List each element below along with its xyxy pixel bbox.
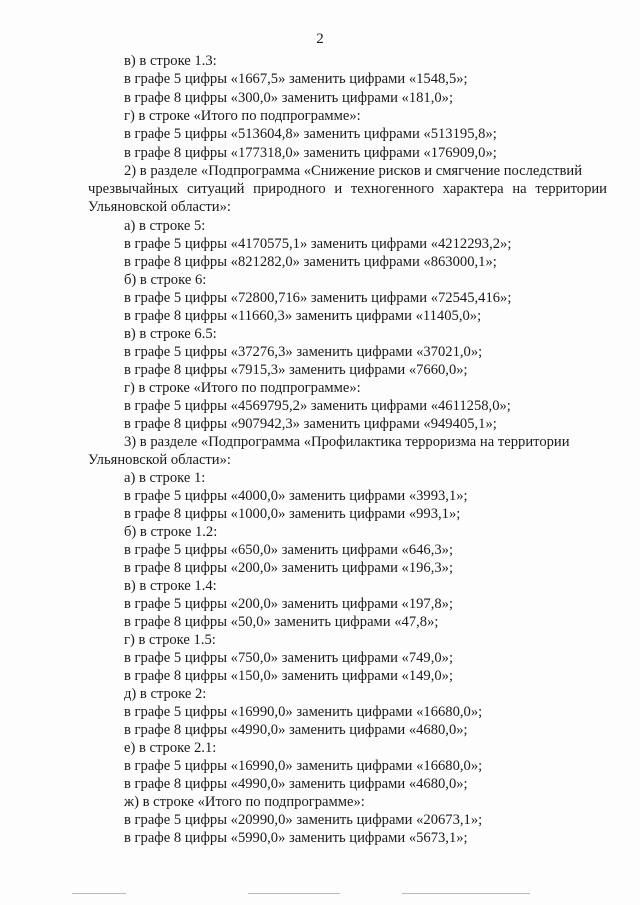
page-number: 2	[316, 31, 324, 47]
text-line: д) в строке 2:	[124, 686, 207, 702]
text-line: в графе 8 цифры «300,0» заменить цифрами «181,0»;	[124, 90, 454, 106]
text-line: в графе 5 цифры «20990,0» заменить цифрами «20673,1»;	[124, 812, 483, 828]
text-line: в) в строке 6.5:	[124, 326, 217, 342]
text-line: в графе 5 цифры «4000,0» заменить цифрами «3993,1»;	[124, 488, 468, 504]
text-line: е) в строке 2.1:	[124, 740, 217, 756]
paragraph-start: 2) в разделе «Подпрограмма «Снижение рисков и смягчение последствий	[124, 163, 582, 179]
scan-artifact	[248, 893, 340, 894]
text-line: в графе 5 цифры «37276,3» заменить цифрами «37021,0»;	[124, 344, 483, 360]
text-line: г) в строке «Итого по подпрограмме»:	[124, 108, 361, 124]
text-line: в графе 8 цифры «150,0» заменить цифрами «149,0»;	[124, 668, 454, 684]
text-line: в графе 5 цифры «4569795,2» заменить цифрами «4611258,0»;	[124, 398, 511, 414]
text-line: а) в строке 1:	[124, 470, 206, 486]
scan-artifact	[402, 893, 530, 894]
text-line: в графе 5 цифры «513604,8» заменить цифрами «513195,8»;	[124, 126, 497, 142]
text-line: в графе 5 цифры «16990,0» заменить цифрами «16680,0»;	[124, 758, 483, 774]
text-line: в) в строке 1.3:	[124, 53, 217, 69]
text-line: в графе 8 цифры «1000,0» заменить цифрами «993,1»;	[124, 506, 461, 522]
text-line: в) в строке 1.4:	[124, 578, 217, 594]
text-line: в графе 8 цифры «907942,3» заменить цифрами «949405,1»;	[124, 416, 497, 432]
text-line: в графе 5 цифры «750,0» заменить цифрами «749,0»;	[124, 650, 454, 666]
text-line: в графе 5 цифры «200,0» заменить цифрами «197,8»;	[124, 596, 454, 612]
text-line: в графе 8 цифры «7915,3» заменить цифрами «7660,0»;	[124, 362, 468, 378]
text-line: в графе 8 цифры «50,0» заменить цифрами «47,8»;	[124, 614, 439, 630]
paragraph-start: 3) в разделе «Подпрограмма «Профилактика терроризма на территории	[124, 434, 570, 450]
text-line: б) в строке 1.2:	[124, 524, 218, 540]
text-line: в графе 8 цифры «177318,0» заменить цифрами «176909,0»;	[124, 145, 497, 161]
text-line: в графе 5 цифры «650,0» заменить цифрами «646,3»;	[124, 542, 454, 558]
text-line: г) в строке 1.5:	[124, 632, 216, 648]
text-line: а) в строке 5:	[124, 218, 206, 234]
text-line: в графе 5 цифры «72800,716» заменить цифрами «72545,416»;	[124, 290, 512, 306]
text-line: г) в строке «Итого по подпрограмме»:	[124, 380, 361, 396]
text-line: ж) в строке «Итого по подпрограмме»:	[124, 794, 365, 810]
text-line: в графе 8 цифры «4990,0» заменить цифрами «4680,0»;	[124, 776, 468, 792]
text-line: в графе 8 цифры «200,0» заменить цифрами «196,3»;	[124, 560, 454, 576]
text-line: в графе 8 цифры «5990,0» заменить цифрами «5673,1»;	[124, 830, 468, 846]
scan-artifact	[72, 893, 126, 894]
text-line: в графе 5 цифры «1667,5» заменить цифрами «1548,5»;	[124, 71, 468, 87]
paragraph-line: Ульяновской области»:	[88, 452, 231, 468]
text-line: в графе 8 цифры «11660,3» заменить цифрами «11405,0»;	[124, 308, 482, 324]
text-line: б) в строке 6:	[124, 272, 207, 288]
paragraph-line: Ульяновской области»:	[88, 199, 231, 215]
text-line: в графе 8 цифры «4990,0» заменить цифрами «4680,0»;	[124, 722, 468, 738]
text-line: в графе 8 цифры «821282,0» заменить цифрами «863000,1»;	[124, 254, 497, 270]
paragraph-line: чрезвычайных ситуаций природного и техногенного характера на территории	[88, 181, 607, 197]
text-line: в графе 5 цифры «4170575,1» заменить цифрами «4212293,2»;	[124, 236, 512, 252]
text-line: в графе 5 цифры «16990,0» заменить цифрами «16680,0»;	[124, 704, 483, 720]
